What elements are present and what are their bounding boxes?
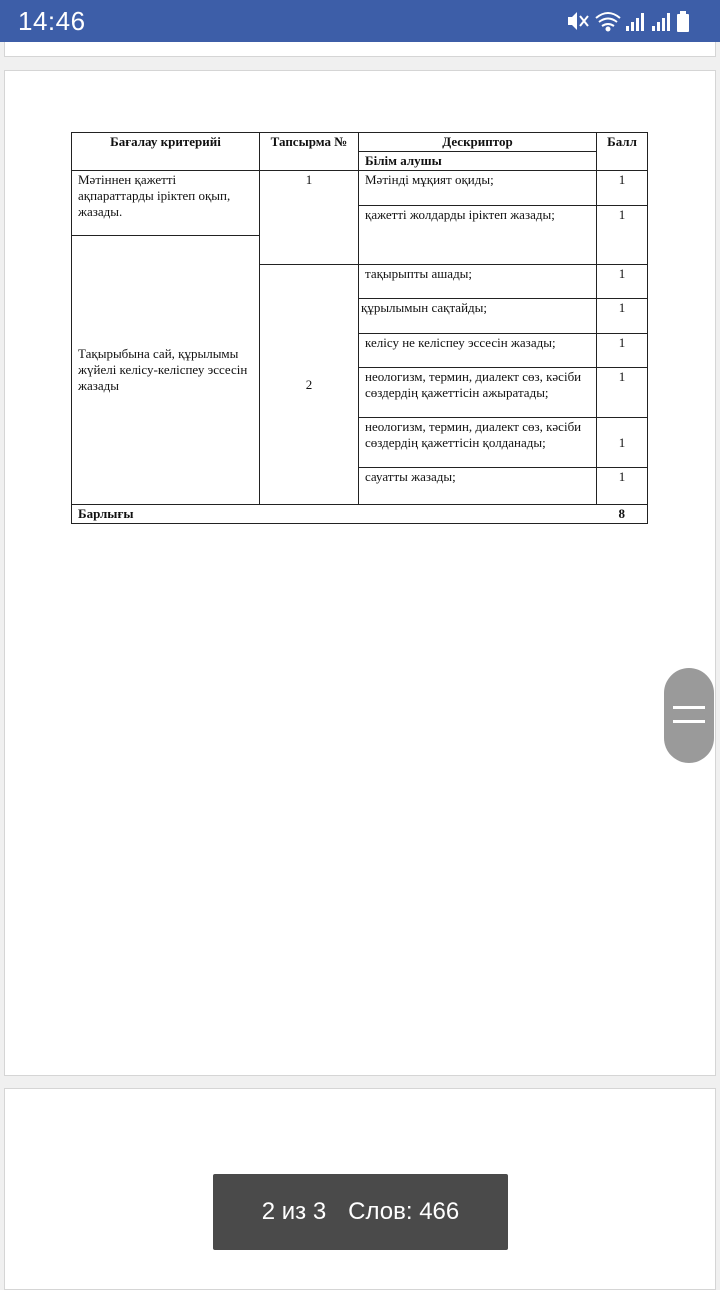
total-label: Барлығы bbox=[72, 505, 597, 524]
task-number-1: 1 bbox=[260, 171, 359, 265]
word-count: Слов: 466 bbox=[348, 1198, 460, 1225]
task-number-2: 2 bbox=[260, 265, 359, 505]
page-1-tail bbox=[4, 42, 716, 57]
header-criterion: Бағалау критерийі bbox=[72, 133, 260, 171]
score-5: 1 bbox=[597, 334, 648, 368]
score-2: 1 bbox=[597, 206, 648, 265]
header-score: Балл bbox=[597, 133, 648, 171]
score-3: 1 bbox=[597, 265, 648, 299]
grading-table bbox=[71, 132, 648, 524]
descriptor-8: сауатты жазады; bbox=[359, 468, 597, 505]
score-8: 1 bbox=[597, 468, 648, 505]
fast-scroll-handle[interactable] bbox=[664, 668, 714, 763]
header-descriptor: Дескриптор bbox=[359, 133, 597, 152]
page-indicator-toast bbox=[213, 1174, 508, 1250]
criterion-1: Мәтіннен қажетті ақпараттарды іріктеп оқып, жазады. bbox=[72, 171, 260, 236]
wifi-icon bbox=[596, 13, 620, 31]
criterion-2: Тақырыбына сай, құрылымы жүйелі келісу-келіспеу эссесін жазады bbox=[72, 236, 260, 505]
score-6: 1 bbox=[597, 368, 648, 418]
descriptor-1: Мәтінді мұқият оқиды; bbox=[359, 171, 597, 206]
battery-icon bbox=[677, 11, 689, 32]
descriptor-4: құрылымын сақтайды; bbox=[359, 299, 597, 334]
status-bar bbox=[0, 0, 720, 42]
score-7: 1 bbox=[597, 418, 648, 468]
document-page-2 bbox=[4, 70, 716, 1076]
score-4: 1 bbox=[597, 299, 648, 334]
header-descriptor-sub: Білім алушы bbox=[359, 152, 597, 171]
descriptor-6: неологизм, термин, диалект сөз, кәсіби сөздердің қажеттісін ажыратады; bbox=[359, 368, 597, 418]
score-1: 1 bbox=[597, 171, 648, 206]
mute-icon bbox=[568, 12, 588, 30]
header-task-no: Тапсырма № bbox=[260, 133, 359, 171]
status-time: 14:46 bbox=[18, 6, 86, 36]
grip-line-icon bbox=[673, 706, 705, 709]
page-counter: 2 из 3 bbox=[261, 1198, 327, 1225]
status-icons bbox=[564, 8, 704, 34]
signal-icon bbox=[626, 13, 644, 31]
descriptor-3: тақырыпты ашады; bbox=[359, 265, 597, 299]
grip-line-icon bbox=[673, 720, 705, 723]
descriptor-5: келісу не келіспеу эссесін жазады; bbox=[359, 334, 597, 368]
signal-icon-2 bbox=[652, 13, 670, 31]
descriptor-7: неологизм, термин, диалект сөз, кәсіби сөздердің қажеттісін қолданады; bbox=[359, 418, 597, 468]
descriptor-2: қажетті жолдарды іріктеп жазады; bbox=[359, 206, 597, 265]
total-value: 8 bbox=[597, 505, 648, 524]
